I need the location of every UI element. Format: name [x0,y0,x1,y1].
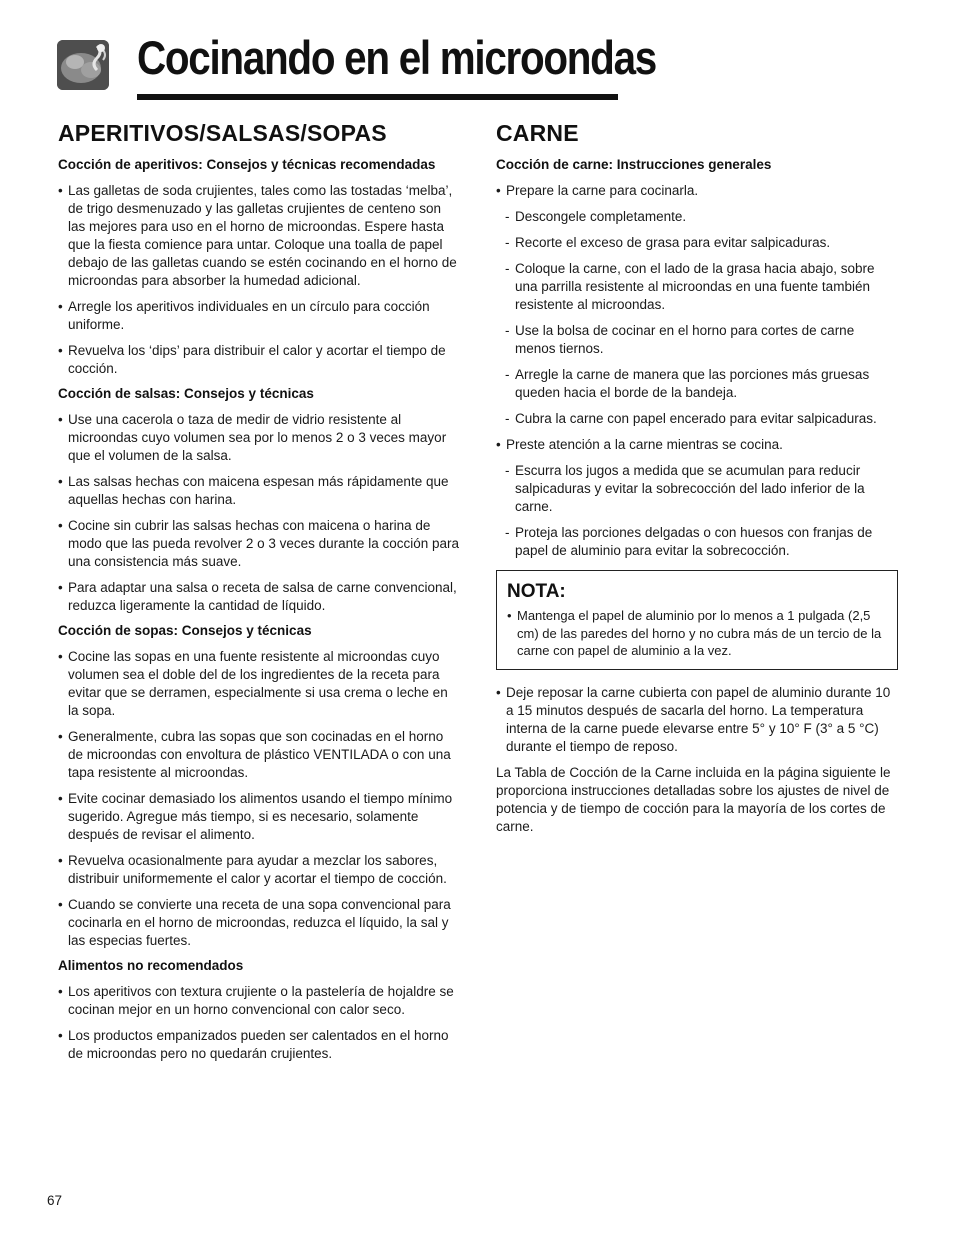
page-title: Cocinando en el microondas [137,31,656,84]
sub-list-item: - Arregle la carne de manera que las porciones más gruesas queden hacia el borde de la bandeja. [496,366,898,402]
note-text: • Mantenga el papel de aluminio por lo menos a 1 pulgada (2,5 cm) de las paredes del horno y no cubra más de un tercio de la carne con papel de aluminio a la vez. [507,607,887,660]
steaming-food-photo-icon [57,40,109,90]
subheading-no-recomendados: Alimentos no recomendados [58,958,244,973]
sub-list-item: - Escurra los jugos a medida que se acumulan para reducir salpicaduras y evitar la sobrecocción del lado inferior de la carne. [496,462,898,516]
page-number: 67 [47,1193,63,1208]
left-column [58,120,460,1071]
sub-list-item: - Descongele completamente. [496,208,898,226]
list-item: • Arregle los aperitivos individuales en un círculo para cocción uniforme. [58,298,460,334]
right-column [496,120,898,836]
list-item: • Revuelva los ‘dips’ para distribuir el calor y acortar el tiempo de cocción. [58,342,460,378]
list-item: • Revuelva ocasionalmente para ayudar a mezclar los sabores, distribuir uniformemente el calor y acortar el tiempo de cocción. [58,852,460,888]
sub-list-item: - Recorte el exceso de grasa para evitar salpicaduras. [496,234,898,252]
list-item: • Prepare la carne para cocinarla. [496,182,898,200]
list-item: • Cocine las sopas en una fuente resistente al microondas cuyo volumen sea el doble del de los ingredientes de la receta para evitar que se derramen, especialmente si usa crema o leche en la sopa. [58,648,460,720]
subheading-aperitivos: Cocción de aperitivos: Consejos y técnicas recomendadas [58,157,436,172]
list-item: • Cocine sin cubrir las salsas hechas con maicena o harina de modo que las pueda revolver 2 o 3 veces durante la cocción para una consistencia más suave. [58,517,460,571]
sub-list-item: - Use la bolsa de cocinar en el horno para cortes de carne menos tiernos. [496,322,898,358]
note-box [496,570,898,670]
subheading-salsas: Cocción de salsas: Consejos y técnicas [58,386,314,401]
section-heading-carne: CARNE [496,120,579,146]
subheading-carne: Cocción de carne: Instrucciones generales [496,157,772,172]
list-item: • Cuando se convierte una receta de una sopa convencional para cocinarla en el horno de microondas, reduzca el líquido, la sal y las especias fuertes. [58,896,460,950]
title-underline [137,94,618,100]
list-item: • Deje reposar la carne cubierta con papel de aluminio durante 10 a 15 minutos después de sacarla del horno. La temperatura interna de la carne puede elevarse entre 5° y 10° F (3° a 5 °C) durante el tiempo de reposo. [496,684,898,756]
sub-list-item: - Proteja las porciones delgadas o con huesos con franjas de papel de aluminio para evitar la sobrecocción. [496,524,898,560]
list-item: • Las salsas hechas con maicena espesan más rápidamente que aquellas hechas con harina. [58,473,460,509]
list-item: • Preste atención a la carne mientras se cocina. [496,436,898,454]
list-item: • Para adaptar una salsa o receta de salsa de carne convencional, reduzca ligeramente la cantidad de líquido. [58,579,460,615]
sub-list-item: - Cubra la carne con papel encerado para evitar salpicaduras. [496,410,898,428]
list-item: • Generalmente, cubra las sopas que son cocinadas en el horno de microondas con envoltura de plástico VENTILADA o con una tapa resistente al microondas. [58,728,460,782]
list-item: • Las galletas de soda crujientes, tales como las tostadas ‘melba’, de trigo desmenuzado y las galletas crujientes de centeno son las mejores para uso en el horno de microondas. Espere hasta que la fiesta comience para untar. Coloque una toalla de papel debajo de las galletas cuando se estén cocinando en el horno de microondas para absorber la humedad adicional. [58,182,460,290]
note-title: NOTA: [507,581,566,602]
list-item: • Evite cocinar demasiado los alimentos usando el tiempo mínimo sugerido. Agregue más tiempo, si es necesario, solamente después de revisar el alimento. [58,790,460,844]
sub-list-item: - Coloque la carne, con el lado de la grasa hacia abajo, sobre una parrilla resistente al microondas en una fuente también resistente al microondas. [496,260,898,314]
section-heading-aperitivos: APERITIVOS/SALSAS/SOPAS [58,120,387,146]
list-item: • Los productos empanizados pueden ser calentados en el horno de microondas pero no quedarán crujientes. [58,1027,460,1063]
list-item: • Use una cacerola o taza de medir de vidrio resistente al microondas cuyo volumen sea por lo menos 2 o 3 veces mayor que el volumen de la salsa. [58,411,460,465]
list-item: • Los aperitivos con textura crujiente o la pastelería de hojaldre se cocinan mejor en un horno convencional con calor seco. [58,983,460,1019]
subheading-sopas: Cocción de sopas: Consejos y técnicas [58,623,312,638]
closing-paragraph: La Tabla de Cocción de la Carne incluida en la página siguiente le proporciona instrucciones detalladas sobre los ajustes de nivel de potencia y de tiempo de cocción para la mayoría de los cortes de carne. [496,764,891,834]
